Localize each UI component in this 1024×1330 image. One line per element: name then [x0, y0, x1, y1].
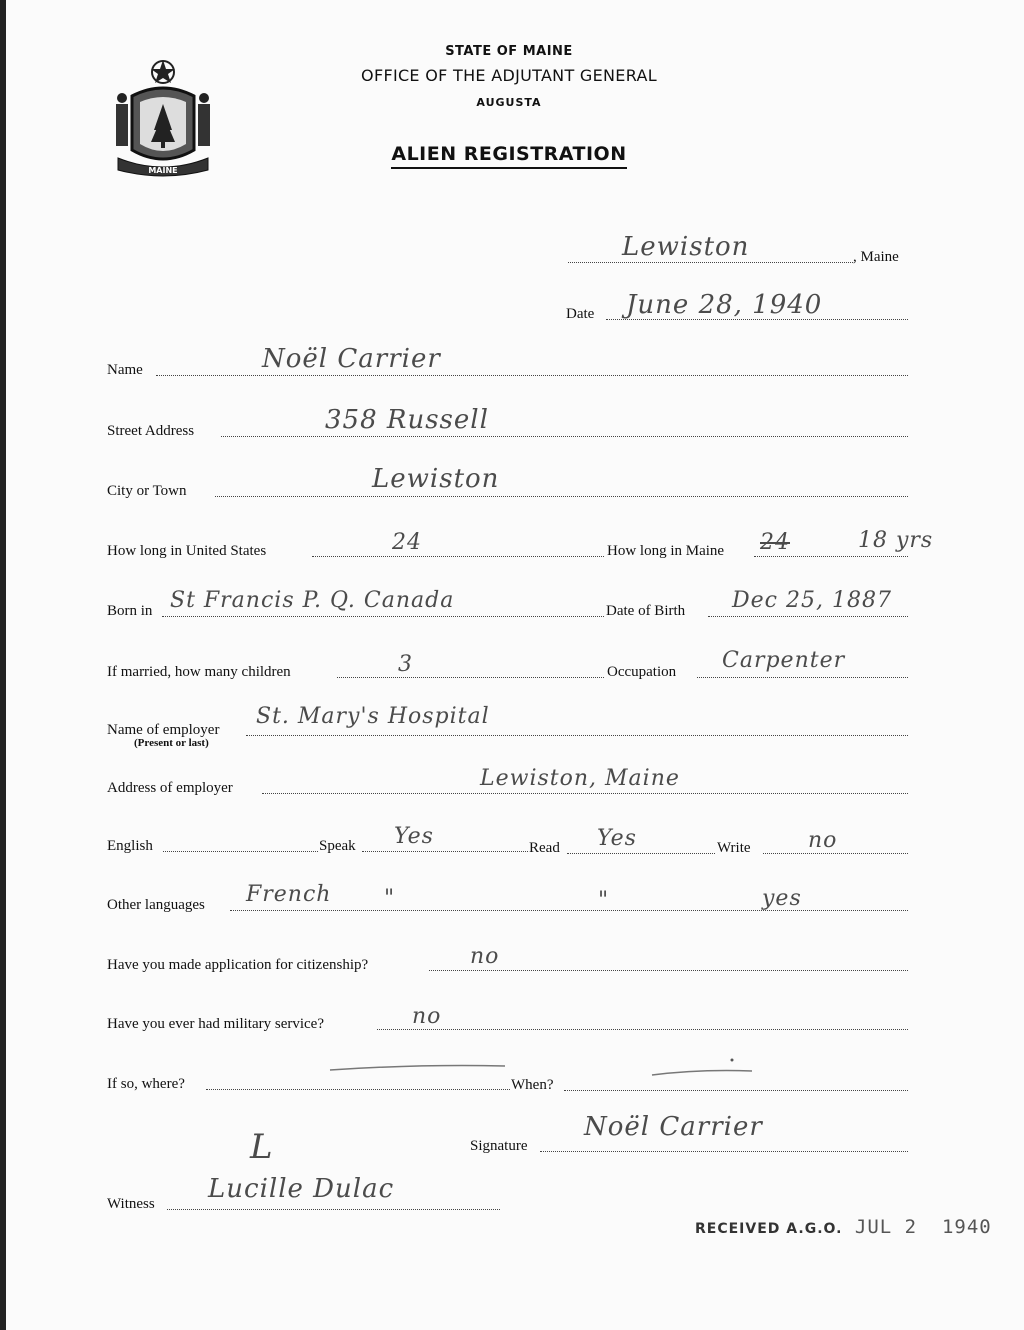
- speak-line: [362, 851, 528, 852]
- other-languages-ditto-2: ": [598, 888, 610, 913]
- read-label: Read: [529, 840, 560, 856]
- children-value: 3: [398, 652, 413, 677]
- witness-label: Witness: [107, 1196, 155, 1212]
- signature-label: Signature: [470, 1138, 528, 1154]
- when-label: When?: [511, 1077, 554, 1093]
- born-in-value: St Francis P. Q. Canada: [170, 588, 455, 613]
- signature-value: Noël Carrier: [584, 1112, 763, 1142]
- children-line: [337, 677, 604, 678]
- witness-line: [167, 1209, 500, 1210]
- city-heading: AUGUSTA: [476, 96, 542, 109]
- maine-label: , Maine: [853, 249, 899, 265]
- place-value: Lewiston: [622, 232, 750, 262]
- other-languages-label: Other languages: [107, 897, 205, 913]
- employer-name-label: Name of employer: [107, 722, 220, 738]
- born-in-line: [162, 616, 604, 617]
- english-line: [163, 851, 318, 852]
- seal-banner-text: MAINE: [148, 166, 178, 175]
- date-value: June 28, 1940: [626, 290, 823, 320]
- name-value: Noël Carrier: [262, 344, 441, 374]
- write-label: Write: [717, 840, 751, 856]
- how-long-maine-label: How long in Maine: [607, 543, 725, 559]
- children-label: If married, how many children: [107, 664, 291, 680]
- write-value: no: [808, 828, 838, 853]
- military-label: Have you ever had military service?: [107, 1016, 324, 1032]
- military-value: no: [412, 1004, 442, 1029]
- city-town-label: City or Town: [107, 483, 187, 499]
- born-in-label: Born in: [107, 603, 153, 619]
- form-title-text: ALIEN REGISTRATION: [391, 143, 626, 169]
- citizenship-label: Have you made application for citizenship?: [107, 957, 369, 973]
- name-label: Name: [107, 362, 143, 378]
- employer-address-value: Lewiston, Maine: [480, 766, 680, 791]
- form-title: [0, 143, 1021, 165]
- other-languages-value: French: [246, 882, 332, 907]
- military-line: [377, 1029, 908, 1030]
- name-line: [156, 375, 908, 376]
- received-stamp: [695, 1216, 992, 1238]
- date-label: Date: [566, 306, 595, 322]
- employer-name-sublabel: (Present or last): [134, 737, 209, 749]
- read-line: [567, 853, 715, 854]
- occupation-label: Occupation: [607, 664, 677, 680]
- how-long-us-value: 24: [392, 530, 422, 555]
- speak-label: Speak: [319, 838, 356, 854]
- street-address-line: [221, 436, 908, 437]
- other-languages-line: [230, 910, 908, 911]
- when-line: [564, 1090, 908, 1091]
- speak-value: Yes: [394, 824, 434, 849]
- where-line: [206, 1089, 510, 1090]
- how-long-maine-value: 18 yrs: [858, 528, 934, 553]
- witness-value: Lucille Dulac: [208, 1174, 395, 1204]
- occupation-line: [697, 677, 908, 678]
- citizenship-value: no: [470, 944, 500, 969]
- employer-name-line: [246, 735, 908, 736]
- english-label: English: [107, 838, 153, 854]
- other-languages-ditto-1: ": [384, 886, 396, 911]
- occupation-value: Carpenter: [722, 648, 846, 673]
- witness-initial: L: [250, 1127, 274, 1167]
- citizenship-line: [429, 970, 908, 971]
- city-town-line: [215, 496, 908, 497]
- office-heading: OFFICE OF THE ADJUTANT GENERAL: [361, 66, 657, 85]
- other-languages-yes: yes: [762, 886, 802, 911]
- how-long-maine-struck: 24: [760, 530, 790, 555]
- employer-address-label: Address of employer: [107, 780, 233, 796]
- city-town-value: Lewiston: [372, 464, 500, 494]
- place-line: [568, 262, 853, 263]
- how-long-us-label: How long in United States: [107, 543, 267, 559]
- received-stamp-date: JUL 2 1940: [854, 1216, 992, 1238]
- date-of-birth-line: [708, 616, 908, 617]
- employer-name-value: St. Mary's Hospital: [256, 704, 490, 729]
- street-address-label: Street Address: [107, 423, 195, 439]
- street-address-value: 358 Russell: [325, 405, 489, 435]
- how-long-us-line: [312, 556, 604, 557]
- date-of-birth-label: Date of Birth: [606, 603, 686, 619]
- received-stamp-text: RECEIVED A.G.O.: [695, 1221, 843, 1237]
- date-of-birth-value: Dec 25, 1887: [732, 588, 892, 613]
- read-value: Yes: [597, 826, 637, 851]
- state-heading: STATE OF MAINE: [445, 44, 573, 59]
- blank-dash-marks: [320, 1056, 760, 1082]
- where-label: If so, where?: [107, 1076, 185, 1092]
- signature-line: [540, 1151, 908, 1152]
